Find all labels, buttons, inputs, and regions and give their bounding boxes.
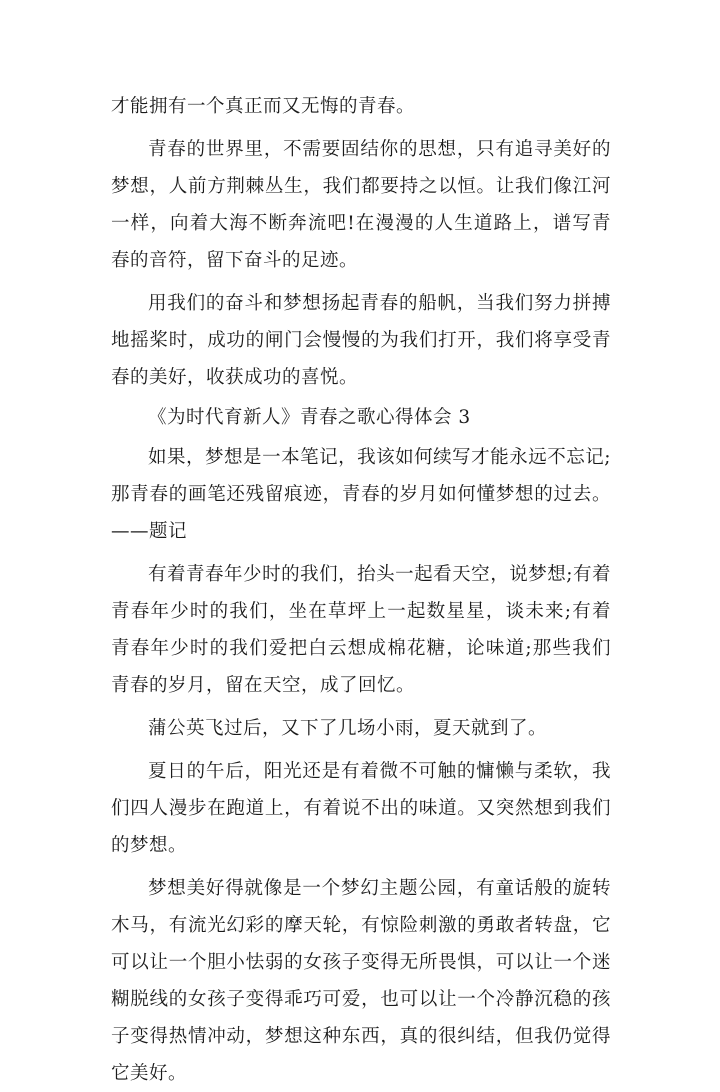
document-body [111,88,611,1092]
paragraph: 梦想美好得就像是一个梦幻主题公园，有童话般的旋转木马，有流光幻彩的摩天轮，有惊险刺激的勇敢者转盘，它可以让一个胆小怯弱的女孩子变得无所畏惧，可以让一个迷糊脱线的女孩子变得乖巧可爱，也可以让一个冷静沉稳的孩子变得热情冲动，梦想这种东西，真的很纠结，但我仍觉得它美好。 [111,878,611,1084]
paragraph: 如果，梦想是一本笔记，我该如何续写才能永远不忘记;那青春的画笔还残留痕迹，青春的岁月如何懂梦想的过去。——题记 [111,447,611,542]
paragraph: 蒲公英飞过后，又下了几场小雨，夏天就到了。 [148,718,548,739]
paragraph: 才能拥有一个真正而又无悔的青春。 [111,96,416,117]
paragraph: 有着青春年少时的我们，抬头一起看天空，说梦想;有着青春年少时的我们，坐在草坪上一起数星星，谈未来;有着青春年少时的我们爱把白云想成棉花糖，论味道;那些我们青春的岁月，留在天空，成了回忆。 [111,564,611,696]
section-heading: 《为时代育新人》青春之歌心得体会 3 [148,407,471,428]
paragraph: 用我们的奋斗和梦想扬起青春的船帆，当我们努力拼搏地摇桨时，成功的闸门会慢慢的为我们打开，我们将享受青春的美好，收获成功的喜悦。 [111,293,611,388]
paragraph: 夏日的午后，阳光还是有着微不可触的慵懒与柔软，我们四人漫步在跑道上，有着说不出的味道。又突然想到我们的梦想。 [111,761,611,856]
paragraph: 青春的世界里，不需要固结你的思想，只有追寻美好的梦想，人前方荆棘丛生，我们都要持之以恒。让我们像江河一样，向着大海不断奔流吧!在漫漫的人生道路上，谱写青春的音符，留下奋斗的足迹。 [111,139,611,271]
